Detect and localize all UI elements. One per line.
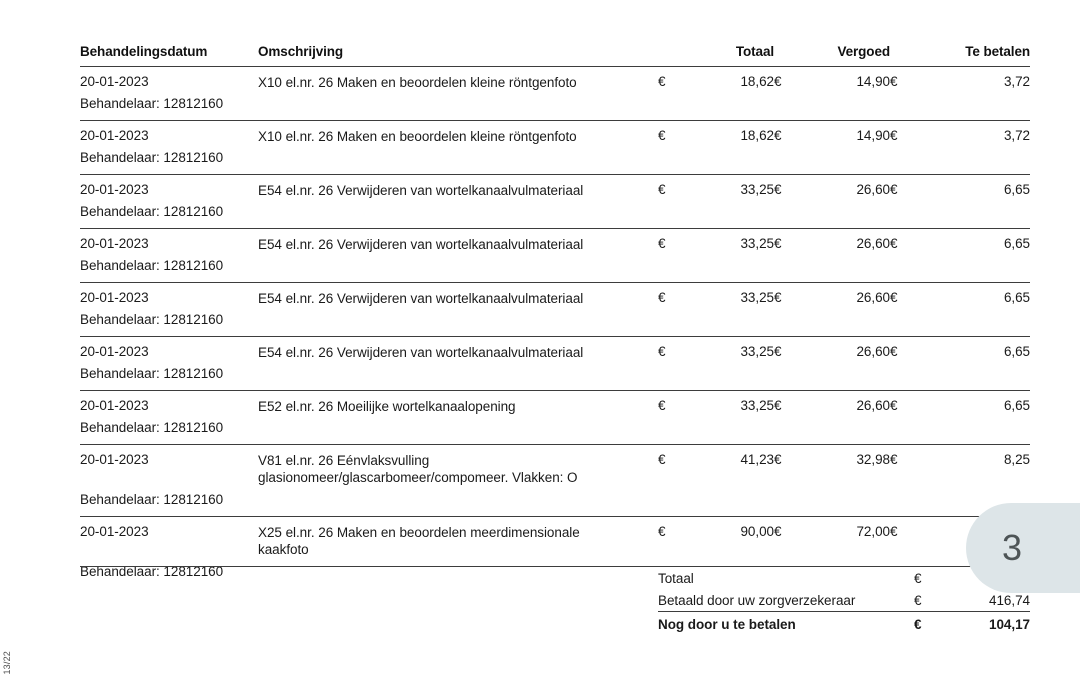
- cell-description: E54 el.nr. 26 Verwijderen van wortelkanaalvulmateriaal: [258, 229, 658, 254]
- cell-payable-currency: €: [890, 337, 916, 362]
- cell-reimbursed-value: 14,90: [800, 67, 890, 92]
- table-row-practitioner: [80, 361, 1030, 391]
- cell-total-value: 18,62: [684, 121, 774, 146]
- table-row-main: [80, 67, 1030, 92]
- cell-total-currency: €: [658, 175, 684, 200]
- cell-date: 20-01-2023: [80, 67, 258, 92]
- cell-payable-value: 8,25: [916, 445, 1030, 487]
- cell-date: 20-01-2023: [80, 121, 258, 146]
- cell-payable-currency: €: [890, 67, 916, 92]
- table-row-main: [80, 445, 1030, 487]
- cell-reimbursed-value: 26,60: [800, 229, 890, 254]
- cell-total-value: 33,25: [684, 283, 774, 308]
- cell-description: E54 el.nr. 26 Verwijderen van wortelkanaalvulmateriaal: [258, 175, 658, 200]
- cell-payable-value: 6,65: [916, 337, 1030, 362]
- summary-row: [80, 567, 1030, 589]
- table-row-main: [80, 517, 1030, 559]
- cell-description: V81 el.nr. 26 Eénvlaksvulling glasionomeer/glascarbomeer/compomeer. Vlakken: O: [258, 445, 658, 487]
- summary-spacer: [80, 612, 658, 636]
- summary-spacer: [80, 589, 658, 612]
- cell-total-value: 33,25: [684, 391, 774, 416]
- cell-total-currency: €: [658, 229, 684, 254]
- cell-reimbursed-currency: €: [774, 67, 800, 92]
- table-row-main: [80, 283, 1030, 308]
- cell-description: E52 el.nr. 26 Moeilijke wortelkanaalopening: [258, 391, 658, 416]
- cell-reimbursed-currency: €: [774, 229, 800, 254]
- column-header-date: Behandelingsdatum: [80, 44, 208, 59]
- cell-description: E54 el.nr. 26 Verwijderen van wortelkanaalvulmateriaal: [258, 283, 658, 308]
- cell-reimbursed-currency: €: [774, 391, 800, 416]
- cell-reimbursed-value: 72,00: [800, 517, 890, 559]
- table-row-main: [80, 337, 1030, 362]
- cell-payable-value: 3,72: [916, 121, 1030, 146]
- cell-date: 20-01-2023: [80, 283, 258, 308]
- summary-label: Totaal: [658, 571, 694, 586]
- summary-spacer: [80, 567, 658, 589]
- cell-reimbursed-value: 26,60: [800, 175, 890, 200]
- summary-row-final: [80, 612, 1030, 636]
- cell-payable-currency: €: [890, 445, 916, 487]
- table-row: [80, 391, 1030, 445]
- cell-payable-currency: €: [890, 283, 916, 308]
- summary-label: Betaald door uw zorgverzekeraar: [658, 593, 856, 608]
- cell-total-currency: €: [658, 67, 684, 92]
- summary-block: [80, 566, 1030, 635]
- summary-currency: €: [914, 571, 922, 586]
- cell-payable-value: 3,72: [916, 67, 1030, 92]
- cell-reimbursed-currency: €: [774, 283, 800, 308]
- cell-total-currency: €: [658, 517, 684, 559]
- cell-practitioner: Behandelaar: 12812160: [80, 258, 224, 273]
- cell-date: 20-01-2023: [80, 337, 258, 362]
- cell-practitioner: Behandelaar: 12812160: [80, 96, 224, 111]
- cell-payable-value: 6,65: [916, 229, 1030, 254]
- cell-total-value: 33,25: [684, 229, 774, 254]
- cell-total-currency: €: [658, 283, 684, 308]
- table-row-practitioner: [80, 253, 1030, 283]
- table-header: [80, 44, 1030, 67]
- summary-table: [80, 567, 1030, 635]
- table-row-main: [80, 391, 1030, 416]
- column-header-reimbursed: Vergoed: [837, 44, 891, 59]
- cell-total-value: 33,25: [684, 175, 774, 200]
- table-row: [80, 229, 1030, 283]
- cell-reimbursed-currency: €: [774, 175, 800, 200]
- page-number-badge: [966, 503, 1080, 593]
- cell-reimbursed-currency: €: [774, 517, 800, 559]
- cell-description: X10 el.nr. 26 Maken en beoordelen kleine röntgenfoto: [258, 67, 658, 92]
- cell-total-currency: €: [658, 337, 684, 362]
- table-row-practitioner: [80, 91, 1030, 121]
- cell-reimbursed-value: 32,98: [800, 445, 890, 487]
- summary-value: 104,17: [940, 612, 1030, 636]
- cell-total-value: 41,23: [684, 445, 774, 487]
- cell-total-value: 18,62: [684, 67, 774, 92]
- cell-date: 20-01-2023: [80, 517, 258, 559]
- cell-date: 20-01-2023: [80, 391, 258, 416]
- summary-row: [80, 589, 1030, 612]
- cell-date: 20-01-2023: [80, 229, 258, 254]
- table-row: [80, 283, 1030, 337]
- cell-payable-currency: €: [890, 121, 916, 146]
- page-sequence-marker: 13/22: [2, 651, 12, 675]
- cell-reimbursed-currency: €: [774, 445, 800, 487]
- table-header-row: [80, 44, 1030, 67]
- table-row-practitioner: [80, 486, 1030, 517]
- table-row-practitioner: [80, 199, 1030, 229]
- page-number-badge-label: 3: [1002, 527, 1023, 568]
- cell-reimbursed-value: 26,60: [800, 337, 890, 362]
- cell-description: E54 el.nr. 26 Verwijderen van wortelkanaalvulmateriaal: [258, 337, 658, 362]
- table-row-practitioner: [80, 145, 1030, 175]
- cell-reimbursed-value: 14,90: [800, 121, 890, 146]
- table-row-main: [80, 121, 1030, 146]
- cell-total-currency: €: [658, 391, 684, 416]
- table-row: [80, 121, 1030, 175]
- cell-reimbursed-value: 26,60: [800, 391, 890, 416]
- treatment-table: [80, 44, 1030, 588]
- cell-payable-currency: €: [890, 229, 916, 254]
- cell-reimbursed-currency: €: [774, 121, 800, 146]
- table-row-practitioner: [80, 307, 1030, 337]
- cell-total-value: 90,00: [684, 517, 774, 559]
- cell-practitioner: Behandelaar: 12812160: [80, 204, 224, 219]
- cell-total-currency: €: [658, 121, 684, 146]
- cell-practitioner: Behandelaar: 12812160: [80, 564, 224, 579]
- cell-practitioner: Behandelaar: 12812160: [80, 312, 224, 327]
- summary-label: Nog door u te betalen: [658, 612, 914, 636]
- cell-payable-value: 6,65: [916, 175, 1030, 200]
- cell-description: X10 el.nr. 26 Maken en beoordelen kleine röntgenfoto: [258, 121, 658, 146]
- table-row: [80, 67, 1030, 121]
- summary-currency: €: [914, 612, 940, 636]
- cell-payable-currency: €: [890, 175, 916, 200]
- summary-currency: €: [914, 593, 922, 608]
- cell-practitioner: Behandelaar: 12812160: [80, 366, 224, 381]
- table-row: [80, 175, 1030, 229]
- table-row: [80, 445, 1030, 517]
- cell-total-currency: €: [658, 445, 684, 487]
- cell-date: 20-01-2023: [80, 445, 258, 487]
- cell-practitioner: Behandelaar: 12812160: [80, 150, 224, 165]
- cell-practitioner: Behandelaar: 12812160: [80, 420, 224, 435]
- table-row: [80, 337, 1030, 391]
- cell-payable-currency: €: [890, 391, 916, 416]
- cell-date: 20-01-2023: [80, 175, 258, 200]
- cell-description: X25 el.nr. 26 Maken en beoordelen meerdimensionale kaakfoto: [258, 517, 658, 559]
- cell-reimbursed-currency: €: [774, 337, 800, 362]
- cell-payable-value: 6,65: [916, 391, 1030, 416]
- cell-payable-currency: €: [890, 517, 916, 559]
- cell-reimbursed-value: 26,60: [800, 283, 890, 308]
- column-header-total: Totaal: [735, 44, 774, 59]
- column-header-payable: Te betalen: [965, 44, 1031, 59]
- cell-payable-value: 6,65: [916, 283, 1030, 308]
- cell-practitioner: Behandelaar: 12812160: [80, 492, 224, 507]
- table-row-main: [80, 229, 1030, 254]
- cell-total-value: 33,25: [684, 337, 774, 362]
- summary-value: 416,74: [989, 593, 1030, 608]
- column-header-description: Omschrijving: [258, 44, 344, 59]
- table-row-main: [80, 175, 1030, 200]
- table-row-practitioner: [80, 415, 1030, 445]
